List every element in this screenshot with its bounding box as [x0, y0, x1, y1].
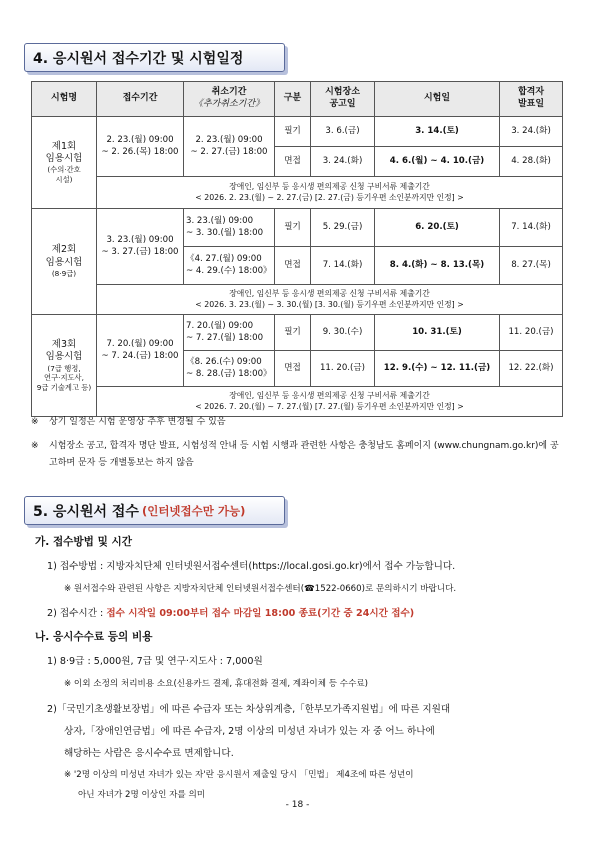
section-4-title: 4. 응시원서 접수기간 및 시험일정 [33, 50, 244, 67]
round-2-apply: 3. 23.(월) 09:00 ~ 3. 27.(금) 18:00 [97, 209, 184, 285]
table-row: 《4. 27.(월) 09:00 ~ 4. 29.(수) 18:00》 면접 7. 14.(화) 8. 4.(화) ~ 8. 13.(목) 8. 27.(목) [32, 247, 563, 285]
table-row: 제3회 임용시험 (7급 행정, 연구·지도사, 9급 기술계고 등) 7. 20.(월) 09:00 ~ 7. 24.(금) 18:00 7. 20.(월) 09:00 ~ 7. 27.(월) 18:00 필기 9. 30.(수) 10. 31.(토) 11. 20.(금) [32, 315, 563, 351]
round-1-notice: 장애인, 임신부 등 응시생 편의제공 신청 구비서류 제출기간 < 2026. 2. 23.(월) ~ 2. 27.(금) [2. 27.(금) 등기우편 소인분까지만 인정] > [97, 177, 563, 209]
section-5-title-extra: (인터넷접수만 가능) [141, 503, 246, 518]
round-1-cancel: 2. 23.(월) 09:00 ~ 2. 27.(금) 18:00 [184, 117, 275, 177]
header-result-date: 합격자 발표일 [500, 82, 563, 117]
header-cancel-period: 취소기간 《추가취소기간》 [184, 82, 275, 117]
text-n2-line3: 해당하는 사람은 응시수수료 면제합니다. [64, 748, 234, 759]
round-3-notice: 장애인, 임신부 등 응시생 편의제공 신청 구비서류 제출기간 < 2026. 7. 20.(월) ~ 7. 27.(월) [7. 27.(월) 등기우편 소인분까지만 인정] > [97, 387, 563, 417]
subheading-na: 나. 응시수수료 등의 비용 [35, 631, 153, 643]
text-n2-line1: 2)「국민기초생활보장법」에 따른 수급자 또는 차상위계층,「한부모가족지원법」에 따른 지원대 [47, 704, 451, 715]
round-3-name: 제3회 임용시험 (7급 행정, 연구·지도사, 9급 기술계고 등) [32, 315, 97, 417]
round-2-notice: 장애인, 임신부 등 응시생 편의제공 신청 구비서류 제출기간 < 2026. 3. 23.(월) ~ 3. 30.(월) [3. 30.(월) 등기우편 소인분까지만 인정] > [97, 285, 563, 315]
text-n1: 1) 8·9급 : 5,000원, 7급 및 연구·지도사 : 7,000원 [47, 656, 263, 667]
table-row [32, 387, 563, 417]
header-apply-period: 접수기간 [97, 82, 184, 117]
text-n2-line2: 상자,「장애인연금법」에 따른 수급자, 2명 이상의 미성년 자녀가 있는 자 중 어느 하나에 [64, 726, 435, 737]
subheading-ga: 가. 접수방법 및 시간 [35, 536, 132, 548]
header-venue-notice: 시험장소 공고일 [311, 82, 375, 117]
note-announcement: ※ 시험장소 공고, 합격자 명단 발표, 시험성적 안내 등 시험 시행과 관련한 사항은 충청남도 홈페이지 (www.chungnam.go.kr)에 공고하며 문자 등 개별통보는 하지 않음 [31, 441, 559, 468]
table-header-row [32, 82, 563, 117]
round-3-extra-cancel: 《8. 26.(수) 09:00 ~ 8. 28.(금) 18:00》 [184, 351, 275, 387]
page-number: - 18 - [285, 800, 310, 810]
round-3-apply: 7. 20.(월) 09:00 ~ 7. 24.(금) 18:00 [97, 315, 184, 387]
round-2-extra-cancel: 《4. 27.(월) 09:00 ~ 4. 29.(수) 18:00》 [184, 247, 275, 285]
header-exam-date: 시험일 [375, 82, 500, 117]
table-row: 제1회 임용시험 (수의·간호 시설) 2. 23.(월) 09:00 ~ 2. 26.(목) 18:00 2. 23.(월) 09:00 ~ 2. 27.(금) 18:00 필기 3. 6.(금) 3. 14.(토) 3. 24.(화) [32, 117, 563, 147]
round-2-name: 제2회 임용시험 (8·9급) [32, 209, 97, 315]
section-4-heading [24, 43, 285, 72]
round-1-apply: 2. 23.(월) 09:00 ~ 2. 26.(목) 18:00 [97, 117, 184, 177]
round-1-name: 제1회 임용시험 (수의·간호 시설) [32, 117, 97, 209]
note-g1: ※ 원서접수와 관련된 사항은 지방자치단체 인터넷원서접수센터(☎1522-0660)로 문의하시기 바랍니다. [64, 584, 457, 594]
note-schedule-change: ※ 상기 일정은 시험 운영상 추후 변경될 수 있음 [31, 417, 226, 427]
round-3-cancel: 7. 20.(월) 09:00 ~ 7. 27.(월) 18:00 [184, 315, 275, 351]
text-g2: 2) 접수시간 : 접수 시작일 09:00부터 접수 마감일 18:00 종료(기간 중 24시간 접수) [47, 608, 415, 619]
table-row [32, 285, 563, 315]
section-5-heading [24, 496, 285, 525]
header-exam-name: 시험명 [32, 82, 97, 117]
text-g1: 1) 접수방법 : 지방자치단체 인터넷원서접수센터(https://local.gosi.go.kr)에서 접수 가능합니다. [47, 561, 456, 572]
table-row [32, 177, 563, 209]
note-n2-line1: ※ '2명 이상의 미성년 자녀가 있는 자'란 응시원서 제출일 당시 「민법」 제4조에 따른 성년이 [64, 770, 414, 780]
round-2-cancel: 3. 23.(월) 09:00 ~ 3. 30.(월) 18:00 [184, 209, 275, 247]
table-row: 면접 3. 24.(화) 4. 6.(월) ~ 4. 10.(금) 4. 28.(화) [32, 147, 563, 177]
table-row: 제2회 임용시험 (8·9급) 3. 23.(월) 09:00 ~ 3. 27.(금) 18:00 3. 23.(월) 09:00 ~ 3. 30.(월) 18:00 필기 5. 29.(금) 6. 20.(토) 7. 14.(화) [32, 209, 563, 247]
section-5-title: 5. 응시원서 접수 [33, 503, 139, 520]
header-type: 구분 [275, 82, 311, 117]
note-n2-line2: 아닌 자녀가 2명 이상인 자를 의미 [78, 790, 206, 800]
table-row: 《8. 26.(수) 09:00 ~ 8. 28.(금) 18:00》 면접 11. 20.(금) 12. 9.(수) ~ 12. 11.(금) 12. 22.(화) [32, 351, 563, 387]
exam-schedule-table [31, 81, 563, 417]
note-n1: ※ 이외 소정의 처리비용 소요(신용카드 결제, 휴대전화 결제, 계좌이체 등 수수료) [64, 679, 369, 689]
